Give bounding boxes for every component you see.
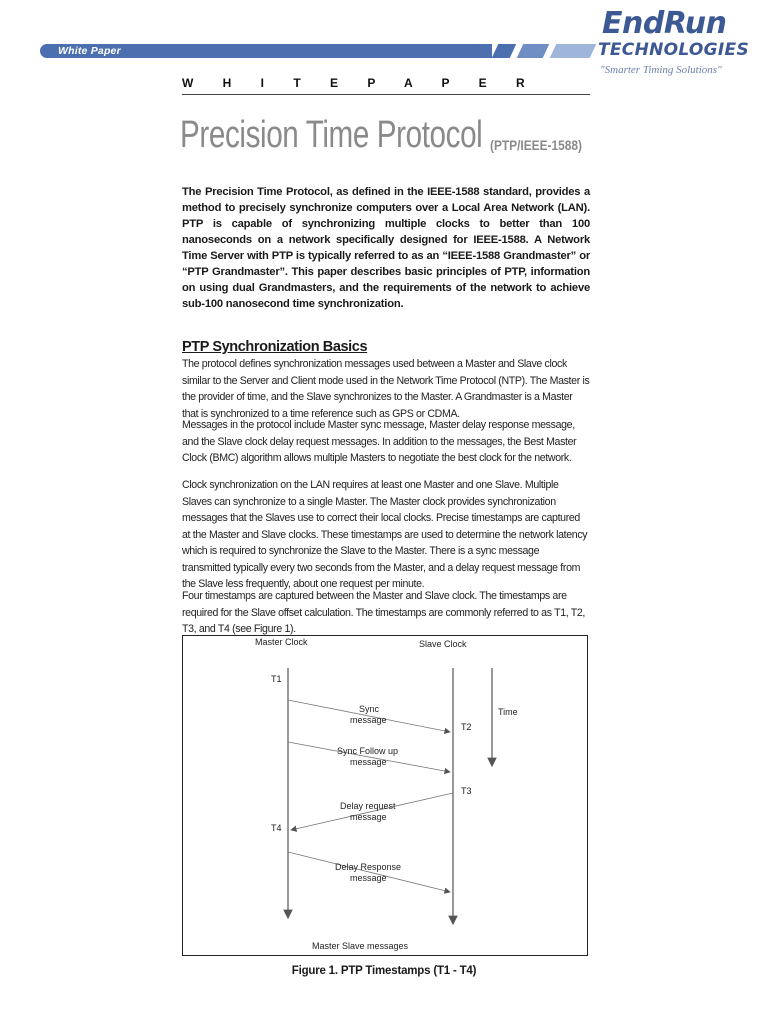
body-paragraph: Messages in the protocol include Master sync message, Master delay response message, and the Slave clock delay request messages. In addition to the messages, the Best Master Clock (BMC) algorithm allows multiple Masters to negotiate the best clock for the network.	[182, 419, 577, 464]
t3-label: T3	[461, 786, 472, 796]
body-paragraph: The protocol defines synchronization messages used between a Master and Slave clock similar to the Server and Client mode used in the Network Time Protocol (NTP). The Master is the provider of time, and the Slave synchronizes to the Master. A Grandmaster is a Master that is synchronized to a time reference such as GPS or CDMA.	[182, 358, 590, 420]
section-label: W H I T E P A P E R	[182, 76, 538, 90]
header-rule	[182, 94, 590, 95]
header-stripe	[492, 44, 517, 58]
white-paper-band-label: White Paper	[58, 45, 121, 57]
delay-request-label: Delay request	[340, 801, 396, 811]
t2-label: T2	[461, 722, 472, 732]
ptp-timestamp-diagram	[182, 635, 588, 956]
t1-label: T1	[271, 674, 282, 684]
follow-up-message-label: message	[350, 757, 387, 767]
diagram-footer-label: Master Slave messages	[312, 941, 409, 951]
title-main: Precision Time Protocol	[180, 114, 483, 156]
body-paragraph: Clock synchronization on the LAN requires at least one Master and one Slave. Multiple Slaves can synchronize to a single Master. The Master clock provides synchronization messages that the Slaves use to correct their local clocks. Precise timestamps are captured at the Master and Slave clocks. These timestamps are used to determine the network latency which is required to synchronize the Slave to the Master. There is a sync message transmitted typically every two seconds from the Master, and a delay request message from the Slave less frequently, about one request per minute.	[182, 479, 588, 590]
diagram-graphics	[183, 636, 589, 957]
title-suffix: (PTP/IEEE-1588)	[490, 137, 582, 153]
endrun-logo: EndRun	[602, 6, 727, 41]
sync-message-label: Sync	[359, 704, 380, 714]
follow-up-message-label: Sync Follow up	[337, 746, 399, 756]
master-clock-label: Master Clock	[255, 637, 308, 647]
delay-response-arrow	[288, 852, 450, 892]
delay-response-label: message	[350, 873, 387, 883]
slave-clock-label: Slave Clock	[419, 639, 467, 649]
page-title	[180, 114, 582, 157]
logo-technologies: TECHNOLOGIES	[598, 40, 750, 60]
delay-response-label: Delay Response	[335, 862, 402, 872]
section-heading: PTP Synchronization Basics	[182, 339, 368, 355]
sync-message-label: message	[350, 715, 387, 725]
header-stripe	[517, 44, 550, 58]
header-stripe	[550, 44, 597, 58]
time-label: Time	[498, 707, 518, 717]
abstract-paragraph: The Precision Time Protocol, as defined in the IEEE-1588 standard, provides a method to precisely synchronize computers over a Local Area Network (LAN). PTP is capable of synchronizing multiple clocks to better than 100 nanoseconds on a network specifically designed for IEEE-1588. A Network Time Server with PTP is typically referred to as an “IEEE-1588 Grandmaster” or “PTP Grandmaster”. This paper describes basic principles of PTP, information on using dual Grandmasters, and the requirements of the network to achieve sub-100 nanosecond time synchronization.	[182, 186, 590, 310]
delay-request-label: message	[350, 812, 387, 822]
body-paragraph: Four timestamps are captured between the Master and Slave clock. The timestamps are required for the Slave offset calculation. The timestamps are commonly referred to as T1, T2, T3, and T4 (see Figure 1).	[182, 590, 585, 635]
t4-label: T4	[271, 823, 282, 833]
logo-tagline: "Smarter Timing Solutions"	[600, 64, 722, 76]
figure-caption: Figure 1. PTP Timestamps (T1 - T4)	[291, 965, 477, 977]
